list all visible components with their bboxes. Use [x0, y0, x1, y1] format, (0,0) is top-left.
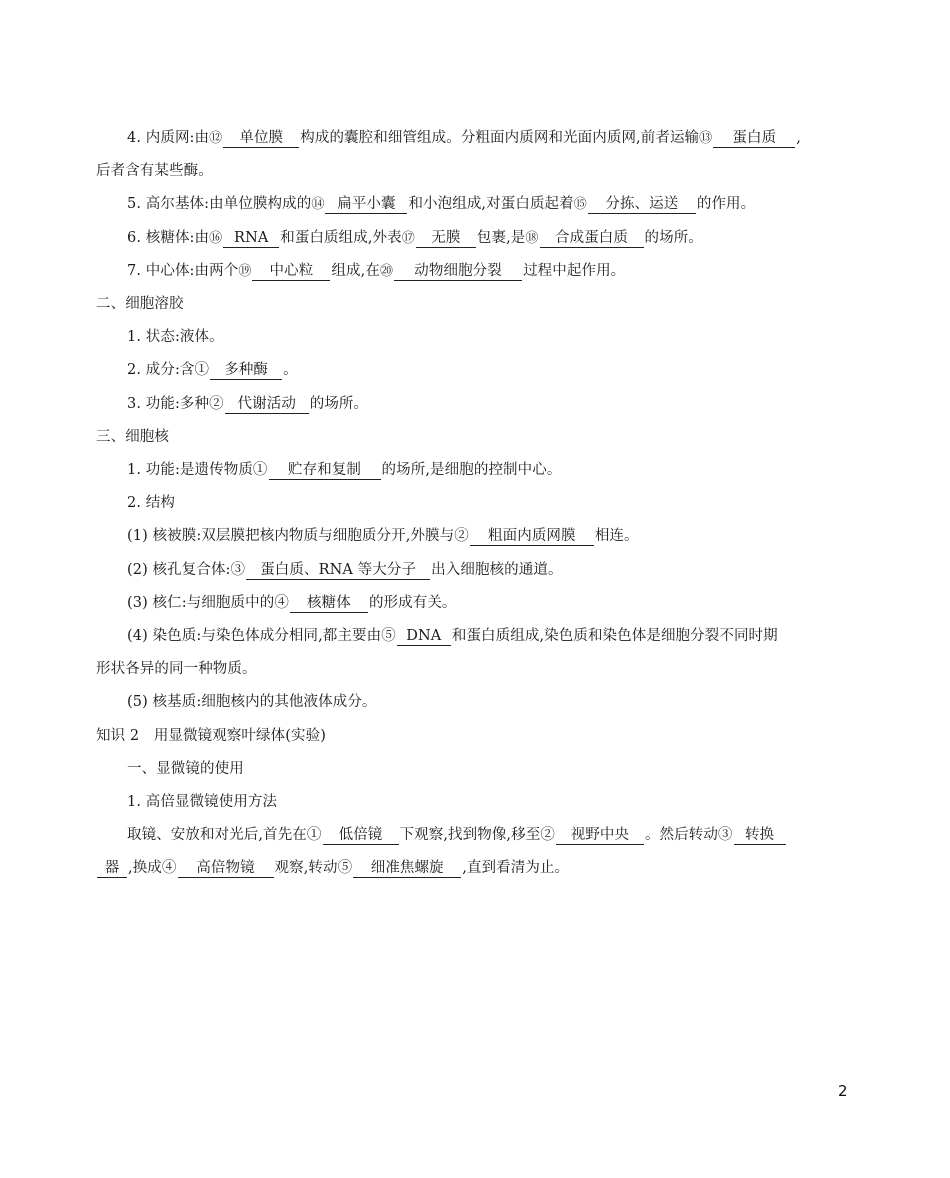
text-line: (1) 核被膜:双层膜把核内物质与细胞质分开,外膜与② 粗面内质网膜 相连。: [127, 528, 639, 545]
answer-blank: 扁平小囊: [325, 196, 407, 214]
answer-blank: 多种酶: [210, 362, 282, 380]
answer-blank: 转换: [734, 827, 786, 845]
page-number: 2: [838, 1082, 848, 1100]
section-heading: 三、细胞核: [96, 428, 169, 445]
section-heading: 一、显微镜的使用: [127, 760, 244, 777]
text-line: 2. 结构: [127, 495, 175, 512]
answer-blank: 动物细胞分裂: [394, 263, 522, 281]
answer-blank: 蛋白质: [713, 130, 795, 148]
text-line: 1. 状态:液体。: [127, 329, 224, 346]
answer-blank: DNA: [397, 628, 451, 646]
text-line: 后者含有某些酶。: [96, 163, 213, 180]
text-line: 形状各异的同一种物质。: [96, 661, 257, 678]
answer-blank: 细准焦螺旋: [353, 860, 461, 878]
answer-blank: 代谢活动: [225, 396, 309, 414]
answer-blank: 高倍物镜: [178, 860, 274, 878]
answer-blank: 器: [97, 860, 127, 878]
text-line-centrosome: 7. 中心体:由两个⑲ 中心粒 组成,在⑳ 动物细胞分裂 过程中起作用。: [127, 262, 626, 279]
text-line: 取镜、安放和对光后,首先在① 低倍镜 下观察,找到物像,移至② 视野中央 。然后转动③ 转换: [96, 819, 856, 852]
section-heading: 二、细胞溶胶: [96, 296, 184, 313]
answer-blank: RNA: [223, 230, 279, 248]
text-line: (4) 染色质:与染色体成分相同,都主要由⑤ DNA 和蛋白质组成,染色质和染色体是细胞分裂不同时期: [127, 628, 778, 645]
text-line: 3. 功能:多种② 代谢活动 的场所。: [127, 395, 369, 412]
answer-blank: 单位膜: [223, 130, 299, 148]
answer-blank: 低倍镜: [323, 827, 399, 845]
answer-blank: 贮存和复制: [269, 462, 381, 480]
answer-blank: 蛋白质、RNA 等大分子: [246, 562, 430, 580]
answer-blank: 视野中央: [556, 827, 644, 845]
text-line: 器 ,换成④ 高倍物镜 观察,转动⑤ 细准焦螺旋 ,直到看清为止。: [96, 852, 856, 885]
text-line: 1. 功能:是遗传物质① 贮存和复制 的场所,是细胞的控制中心。: [127, 462, 562, 479]
text-line: (5) 核基质:细胞核内的其他液体成分。: [127, 694, 377, 711]
answer-blank: 中心粒: [252, 263, 330, 281]
answer-blank: 合成蛋白质: [540, 230, 644, 248]
text-line: (2) 核孔复合体:③ 蛋白质、RNA 等大分子 出入细胞核的通道。: [127, 561, 563, 578]
knowledge-heading: 知识 2 用显微镜观察叶绿体(实验): [96, 727, 326, 744]
text-line: 1. 高倍显微镜使用方法: [127, 794, 278, 811]
text-line-golgi: 5. 高尔基体:由单位膜构成的⑭ 扁平小囊 和小泡组成,对蛋白质起着⑮ 分拣、运送 的作用。: [127, 196, 756, 213]
text-line-ribosome: 6. 核糖体:由⑯ RNA 和蛋白质组成,外表⑰ 无膜 包裹,是⑱ 合成蛋白质 的场所。: [127, 229, 703, 246]
text-line: 2. 成分:含① 多种酶 。: [127, 362, 298, 379]
page-content: [96, 122, 856, 886]
answer-blank: 分拣、运送: [588, 196, 696, 214]
text-line: (3) 核仁:与细胞质中的④ 核糖体 的形成有关。: [127, 594, 457, 611]
answer-blank: 粗面内质网膜: [470, 528, 594, 546]
text-line-er: 4. 内质网:由⑫ 单位膜 构成的囊腔和细管组成。分粗面内质网和光面内质网,前者运输⑬ 蛋白质 ,: [127, 130, 801, 146]
answer-blank: 无膜: [416, 230, 476, 248]
answer-blank: 核糖体: [290, 595, 368, 613]
